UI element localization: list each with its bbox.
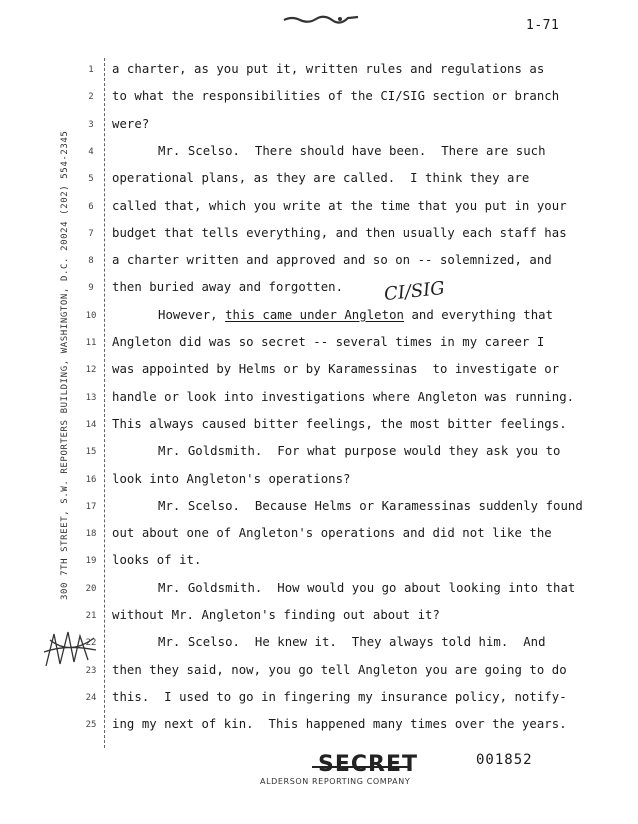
line-number: 18 [85, 529, 97, 540]
transcript-line: looks of it. [112, 553, 202, 568]
transcript-line: Mr. Goldsmith. How would you go about looking into that [158, 580, 576, 595]
transcript-line: this. I used to go in fingering my insurance policy, notify- [112, 689, 567, 704]
transcript-line: without Mr. Angleton's finding out about it? [112, 608, 440, 622]
reporter-address-text: 300 7TH STREET, S.W. REPORTERS BUILDING, WASHINGTON, D.C. 20024 (202) 554-2345 [60, 130, 70, 600]
line-number: 19 [85, 556, 97, 567]
line-number: 7 [88, 228, 94, 239]
line-number: 1 [88, 65, 94, 75]
line-number: 9 [88, 283, 94, 294]
document-id: 001852 [476, 752, 533, 768]
transcript-line: Mr. Goldsmith. For what purpose would they ask you to [158, 444, 561, 459]
line-number: 21 [85, 611, 97, 621]
line-number: 10 [85, 310, 97, 321]
transcript-line: handle or look into investigations where Angleton was running. [112, 389, 575, 404]
transcript-line: Mr. Scelso. There should have been. There are such [158, 143, 546, 158]
line-number: 22 [85, 638, 97, 649]
transcript-line: a charter, as you put it, written rules and regulations as [112, 62, 545, 76]
line-prefix: However, [158, 307, 226, 322]
line-number: 14 [85, 419, 97, 430]
transcript-line: budget that tells everything, and then usually each staff has [112, 225, 567, 240]
transcript-line: then they said, now, you go tell Angleton you are going to do [112, 662, 567, 677]
line-number: 6 [88, 201, 94, 212]
line-number: 25 [85, 720, 97, 731]
margin-rule [104, 58, 106, 748]
transcript-line [158, 308, 553, 322]
line-number: 4 [88, 146, 94, 157]
header-redaction-mark [282, 14, 360, 24]
transcript-line: Angleton did was so secret -- several times in my career I [112, 335, 545, 349]
line-number: 12 [85, 365, 97, 376]
line-number: 20 [85, 583, 97, 594]
line-number: 3 [88, 119, 94, 130]
transcript-line: operational plans, as they are called. I think they are [112, 171, 530, 186]
underlined-phrase: this came under Angleton [225, 307, 404, 322]
line-number: 2 [88, 92, 94, 103]
line-number: 24 [85, 692, 97, 703]
line-number: 23 [85, 665, 97, 676]
transcript-line: out about one of Angleton's operations and did not like the [112, 526, 552, 541]
transcript-line: Mr. Scelso. He knew it. They always told him. And [158, 635, 546, 650]
transcript-line: Mr. Scelso. Because Helms or Karamessinas suddenly found [158, 498, 583, 513]
line-number: 13 [85, 392, 97, 403]
transcript-line: a charter written and approved and so on -- solemnized, and [112, 253, 552, 268]
page-number: 1-71 [526, 18, 560, 33]
line-number: 8 [88, 256, 94, 267]
secret-strike-line [312, 766, 410, 768]
transcript-line: to what the responsibilities of the CI/SIG section or branch [112, 89, 560, 104]
transcript-line: ing my next of kin. This happened many times over the years. [112, 717, 567, 732]
transcript-line: was appointed by Helms or by Karamessinas to investigate or [112, 362, 560, 377]
line-number: 16 [85, 474, 97, 485]
transcript-line: were? [112, 116, 150, 131]
secret-stamp: SECRET [318, 752, 418, 777]
transcript-line: look into Angleton's operations? [112, 471, 351, 486]
annotation-text: CI/SIG [383, 277, 446, 306]
line-number: 11 [85, 338, 97, 348]
margin-scribble-icon [40, 626, 102, 672]
transcript-line: called that, which you write at the time that you put in your [112, 198, 567, 213]
transcript-line: then buried away and forgotten. [112, 280, 344, 295]
transcript-line: This always caused bitter feelings, the most bitter feelings. [112, 416, 567, 431]
reporter-company: ALDERSON REPORTING COMPANY [260, 777, 411, 786]
line-number: 15 [85, 447, 97, 458]
line-number: 5 [88, 174, 94, 185]
handwritten-annotation [383, 278, 446, 305]
line-suffix: and everything that [403, 307, 554, 322]
line-number: 17 [85, 501, 97, 512]
